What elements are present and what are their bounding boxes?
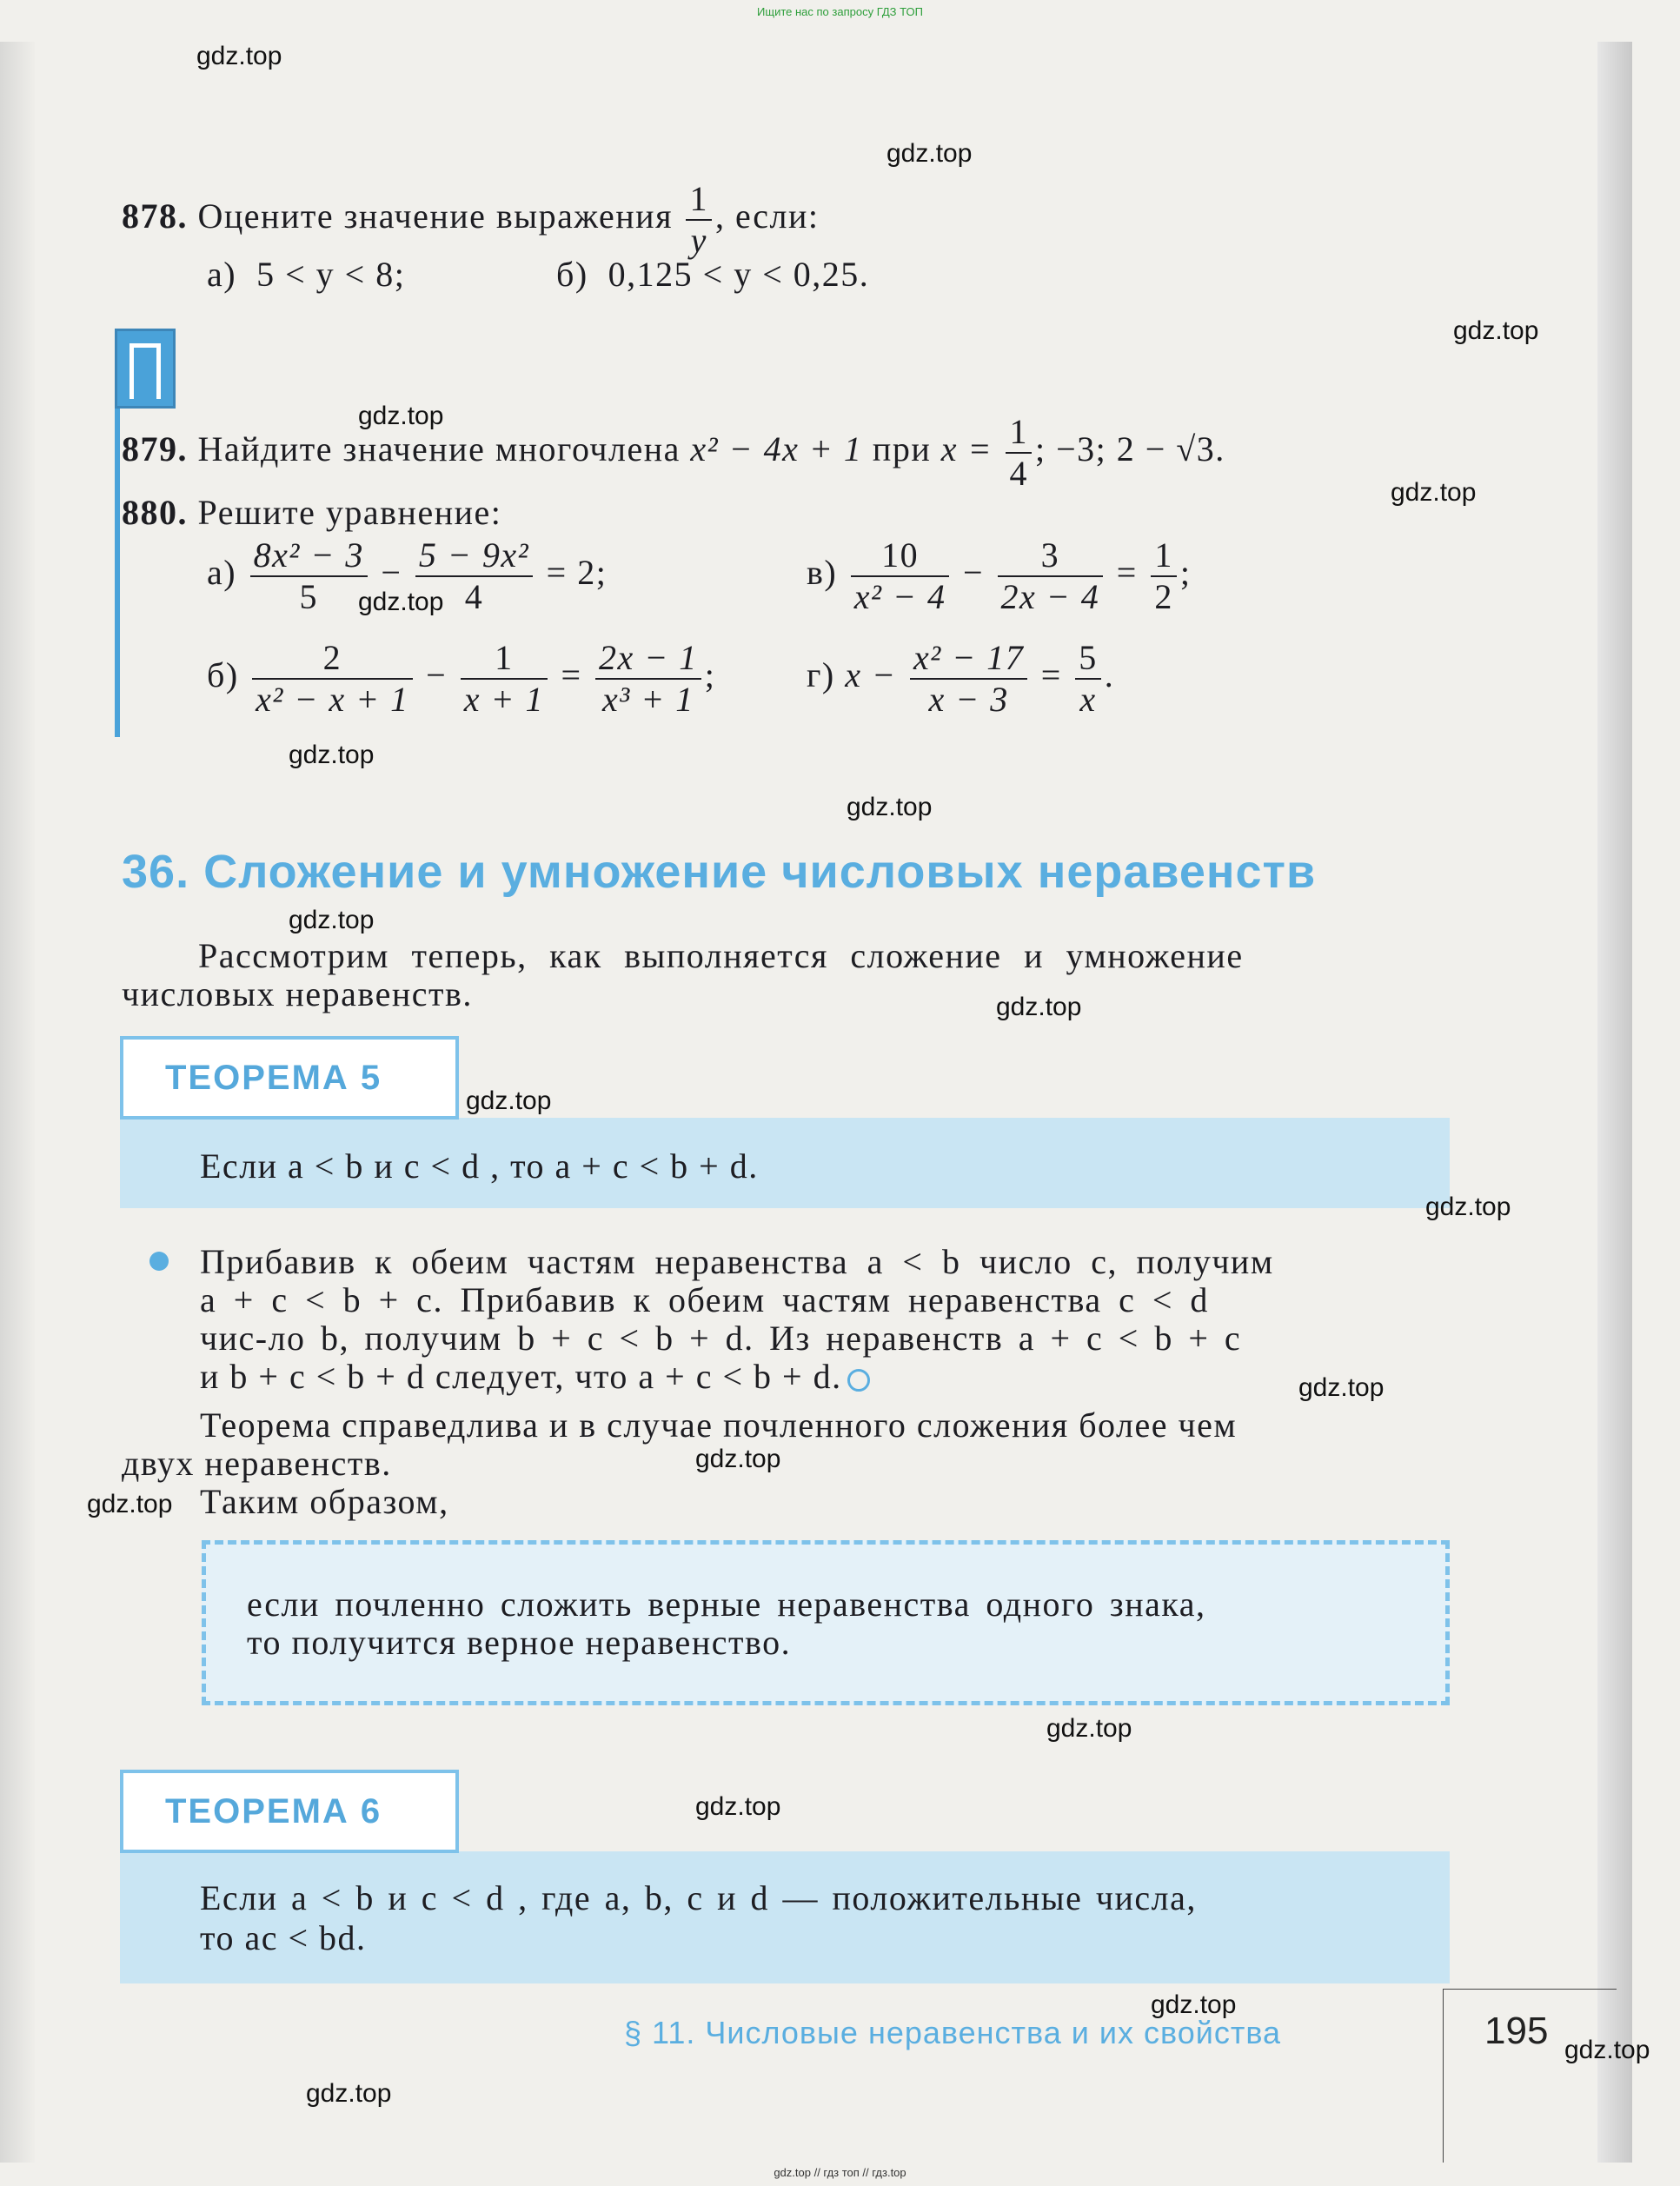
watermark: gdz.top [1298,1373,1385,1402]
rule-line-2: то получится верное неравенство. [247,1623,792,1662]
watermark: gdz.top [358,588,444,616]
proof-line-1: Прибавив к обеим частям неравенства a < b число c, получим [200,1242,1274,1281]
page-left-edge [0,42,35,2163]
ex878-fraction: $\frac{1}{y}$ [686,179,712,261]
p-marker-bar [115,409,120,737]
theorem6-line-2: то ac < bd. [200,1918,367,1957]
theorem5-statement: Если a < b и c < d , то a + c < b + d. [200,1146,759,1186]
proof-end-icon [847,1369,870,1392]
watermark: gdz.top [1046,1714,1132,1743]
ex879-line: 879. Найдите значение многочлена x² − 4x + 1 при x = $\frac{1}{4}$ ; −3; 2 − √3. [122,412,1225,493]
top-note: Ищите нас по запросу ГДЗ ТОП [757,5,923,18]
bottom-note: gdz.top // гдз топ // гдз.top [774,2166,906,2179]
intro-line-1: Рассмотрим теперь, как выполняется сложение и умножение [198,936,1244,975]
rule-line-1: если почленно сложить верные неравенства одного знака, [247,1585,1206,1624]
watermark: gdz.top [695,1792,781,1821]
proof-line-3: чис-ло b, получим b + c < b + d. Из неравенств a + c < b + c [200,1319,1242,1358]
watermark: gdz.top [289,906,375,934]
watermark: gdz.top [466,1086,552,1115]
ex880-b: б) $\frac{2}{\text{x² − x + 1}}$ − $\frac{1}{x + 1}$ = $\frac{2x - 1}{\text{x³ + 1}}$ ; [207,638,716,719]
ex878-a: а) 5 < y < 8; [207,255,406,294]
ex880-a: а) $\frac{\text{8x² − 3}}{5}$ − $\frac{\text{5 − 9x²}}{4}$ = 2; [207,535,608,616]
watermark: gdz.top [196,42,282,70]
proof-bullet-icon [149,1252,169,1271]
section-title: 36. Сложение и умножение числовых неравенств [122,846,1317,898]
ex880-line: 880. Решите уравнение: [122,493,502,532]
theorem6-label: ТЕОРЕМА 6 [120,1770,459,1853]
proof-line-4: и b + c < b + d следует, что a + c < b + d. [200,1356,870,1397]
ex878-text2: , если: [714,196,820,236]
proof-line-5: Теорема справедлива и в случае почленного сложения более чем [200,1405,1238,1445]
page-number-rule-top [1443,1989,1617,1990]
proof-line-6: двух неравенств. [122,1444,392,1483]
ex880-v: в) $\frac{10}{\text{x² − 4}}$ − $\frac{3}{2x - 4}$ = $\frac{1}{2}$ ; [807,535,1192,616]
watermark: gdz.top [886,139,973,168]
watermark: gdz.top [1391,478,1477,507]
watermark: gdz.top [1564,2036,1650,2064]
ex878-line [122,179,819,261]
watermark: gdz.top [358,402,444,430]
watermark: gdz.top [1151,1990,1237,2019]
watermark: gdz.top [847,793,933,821]
ex878-text: Оцените значение выражения [197,196,673,236]
ex878-b: б) 0,125 < y < 0,25. [556,255,870,294]
watermark: gdz.top [87,1490,173,1518]
watermark: gdz.top [695,1445,781,1473]
watermark: gdz.top [1425,1193,1511,1221]
watermark: gdz.top [996,993,1082,1021]
page-number: 195 [1484,2010,1549,2052]
watermark: gdz.top [306,2079,392,2108]
watermark: gdz.top [1453,316,1539,345]
theorem6-line-1: Если a < b и c < d , где a, b, c и d — положительные числа, [200,1878,1197,1917]
intro-line-2: числовых неравенств. [122,974,473,1013]
p-marker-icon [115,329,176,409]
proof-line-2: a + c < b + c. Прибавив к обеим частям неравенства c < d [200,1280,1209,1319]
proof-line-7: Таким образом, [200,1482,449,1521]
theorem5-label: ТЕОРЕМА 5 [120,1036,459,1120]
watermark: gdz.top [289,741,375,769]
ex880-g: г) x − $\frac{\text{x² − 17}}{x - 3}$ = $\frac{5}{x}$ . [807,638,1115,719]
running-footer: § 11. Числовые неравенства и их свойства [624,2015,1282,2050]
page-number-rule [1443,1989,1444,2163]
page-right-edge [1597,42,1632,2163]
ex878-number: 878. [122,196,188,236]
